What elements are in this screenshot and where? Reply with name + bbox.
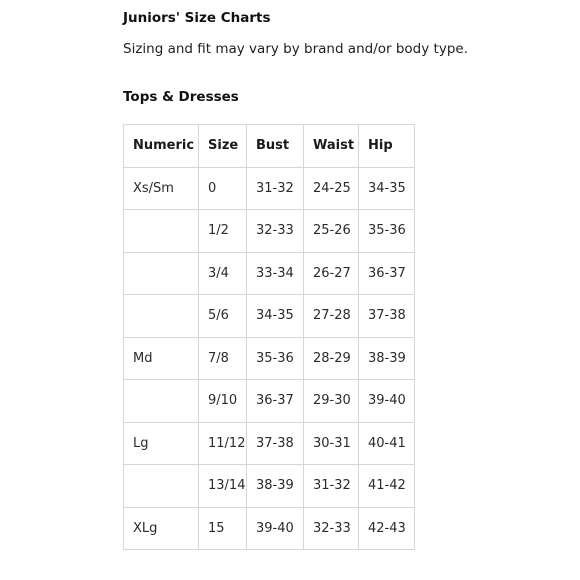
table-row bbox=[124, 337, 415, 380]
cell-size: 5/6 bbox=[199, 295, 247, 338]
cell-waist: 28-29 bbox=[304, 337, 359, 380]
sizing-note: Sizing and fit may vary by brand and/or body type. bbox=[123, 41, 468, 57]
cell-bust: 31-32 bbox=[247, 167, 304, 210]
cell-size: 9/10 bbox=[199, 380, 247, 423]
cell-numeric: XLg bbox=[124, 507, 199, 550]
cell-waist: 29-30 bbox=[304, 380, 359, 423]
cell-bust: 32-33 bbox=[247, 210, 304, 253]
cell-waist: 32-33 bbox=[304, 507, 359, 550]
cell-hip: 40-41 bbox=[359, 422, 415, 465]
cell-size: 13/14 bbox=[199, 465, 247, 508]
table-row bbox=[124, 167, 415, 210]
table-row bbox=[124, 422, 415, 465]
cell-size: 11/12 bbox=[199, 422, 247, 465]
cell-bust: 34-35 bbox=[247, 295, 304, 338]
table-row bbox=[124, 380, 415, 423]
cell-hip: 36-37 bbox=[359, 252, 415, 295]
cell-hip: 42-43 bbox=[359, 507, 415, 550]
cell-hip: 34-35 bbox=[359, 167, 415, 210]
cell-numeric bbox=[124, 465, 199, 508]
cell-numeric bbox=[124, 252, 199, 295]
cell-hip: 38-39 bbox=[359, 337, 415, 380]
cell-size: 0 bbox=[199, 167, 247, 210]
cell-size: 3/4 bbox=[199, 252, 247, 295]
table-row bbox=[124, 295, 415, 338]
cell-waist: 30-31 bbox=[304, 422, 359, 465]
cell-numeric bbox=[124, 295, 199, 338]
cell-waist: 31-32 bbox=[304, 465, 359, 508]
cell-bust: 39-40 bbox=[247, 507, 304, 550]
column-header-numeric: Numeric bbox=[124, 125, 199, 168]
cell-numeric: Xs/Sm bbox=[124, 167, 199, 210]
cell-numeric: Md bbox=[124, 337, 199, 380]
cell-numeric bbox=[124, 210, 199, 253]
column-header-waist: Waist bbox=[304, 125, 359, 168]
cell-waist: 24-25 bbox=[304, 167, 359, 210]
page-title: Juniors' Size Charts bbox=[123, 10, 271, 26]
cell-hip: 35-36 bbox=[359, 210, 415, 253]
cell-hip: 37-38 bbox=[359, 295, 415, 338]
column-header-bust: Bust bbox=[247, 125, 304, 168]
table-row bbox=[124, 252, 415, 295]
table-row bbox=[124, 465, 415, 508]
cell-numeric: Lg bbox=[124, 422, 199, 465]
cell-hip: 39-40 bbox=[359, 380, 415, 423]
cell-size: 1/2 bbox=[199, 210, 247, 253]
cell-bust: 38-39 bbox=[247, 465, 304, 508]
cell-bust: 36-37 bbox=[247, 380, 304, 423]
cell-size: 7/8 bbox=[199, 337, 247, 380]
column-header-size: Size bbox=[199, 125, 247, 168]
cell-waist: 27-28 bbox=[304, 295, 359, 338]
column-header-hip: Hip bbox=[359, 125, 415, 168]
table-header-row bbox=[124, 125, 415, 168]
table-row bbox=[124, 507, 415, 550]
cell-waist: 26-27 bbox=[304, 252, 359, 295]
size-table bbox=[123, 124, 415, 550]
cell-size: 15 bbox=[199, 507, 247, 550]
cell-numeric bbox=[124, 380, 199, 423]
cell-bust: 33-34 bbox=[247, 252, 304, 295]
cell-hip: 41-42 bbox=[359, 465, 415, 508]
cell-bust: 35-36 bbox=[247, 337, 304, 380]
section-title-tops-dresses: Tops & Dresses bbox=[123, 89, 239, 105]
cell-bust: 37-38 bbox=[247, 422, 304, 465]
table-row bbox=[124, 210, 415, 253]
cell-waist: 25-26 bbox=[304, 210, 359, 253]
